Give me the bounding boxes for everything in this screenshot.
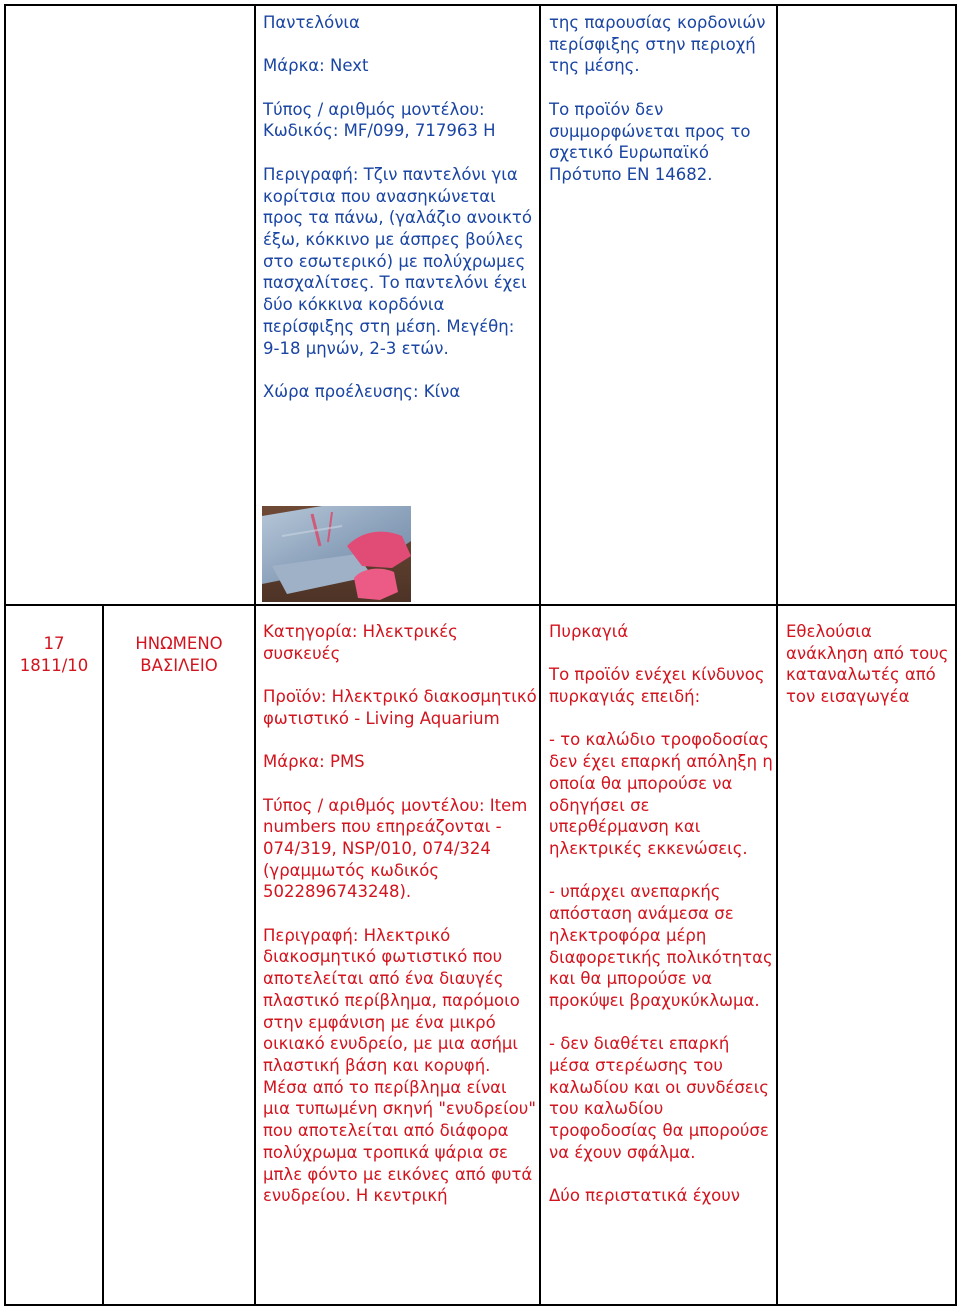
- product-photo-jeans: [262, 506, 411, 602]
- notifying-country: ΗΝΩΜΕΝΟ ΒΑΣΙΛΕΙΟ: [135, 634, 223, 675]
- column-divider: [539, 4, 541, 1306]
- risk-incidents: Δύο περιστατικά έχουν: [549, 1186, 741, 1206]
- risk-cell-upper: [549, 12, 771, 186]
- risk-point: - το καλώδιο τροφοδοσίας δεν έχει επαρκή απόληξη η οποία θα μπορούσε να οδηγήσει σε υπερθέρμανση και ηλεκτρικές εκκενώσεις.: [549, 730, 773, 858]
- measures-cell: [786, 621, 951, 708]
- risk-text-standard: Το προϊόν δεν συμμορφώνεται προς το σχετικό Ευρωπαϊκό Πρότυπο ΕΝ 14682.: [549, 99, 751, 184]
- product-cell-upper: [263, 12, 533, 403]
- jeans-image: [262, 506, 411, 602]
- column-divider: [102, 606, 104, 1306]
- product-description: Περιγραφή: Ηλεκτρικό διακοσμητικό φωτιστικό που αποτελείται από ένα διαυγές πλαστικό περίβλημα, παρόμοιο στην εμφάνιση με ένα μικρό οικιακό ενυδρείο, με μια ασήμι πλαστική βάση και κορυφή. Μέσα από το περίβλημα είναι μια τυπωμένη σκηνή "ενυδρείου" που αποτελείται από διάφορα πολύχρωμα τροπικά ψάρια σε μπλε φόντο με εικόνες από φυτά ενυδρείου. Η κεντρική: [263, 925, 536, 1206]
- alert-number-cell: [6, 633, 102, 676]
- product-brand: Μάρκα: Next: [263, 56, 369, 76]
- risk-cell-lower: [549, 621, 773, 1207]
- product-name: Προϊόν: Ηλεκτρικό διακοσμητικό φωτιστικό - Living Aquarium: [263, 687, 537, 728]
- alert-number: 17: [43, 634, 65, 653]
- product-brand: Μάρκα: PMS: [263, 752, 365, 772]
- column-divider: [776, 4, 778, 1306]
- table-border-right: [955, 4, 957, 1306]
- alert-reference: 1811/10: [19, 655, 89, 675]
- risk-type: Πυρκαγιά: [549, 622, 629, 641]
- product-description: Περιγραφή: Τζιν παντελόνι για κορίτσια που ανασηκώνεται προς τα πάνω, (γαλάζιο ανοικτό έξω, κόκκινο με άσπρες βούλες στο εσωτερικό) με πολύχρωμες πασχαλίτσες. Το παντελόνι έχει δύο κόκκινα κορδόνια περίσφιξης στη μέση. Μεγέθη: 9-18 μηνών, 2-3 ετών.: [263, 164, 532, 358]
- measures-text: Εθελούσια ανάκληση από τους καταναλωτές από τον εισαγωγέα: [786, 622, 949, 707]
- column-divider: [254, 4, 256, 1306]
- product-model: Τύπος / αριθμός μοντέλου: Item numbers που επηρεάζονται - 074/319, NSP/010, 074/324 (γραμμωτός κωδικός 5022896743248).: [263, 795, 528, 902]
- risk-text-drawstrings: της παρουσίας κορδονιών περίσφιξης στην περιοχή της μέσης.: [549, 13, 766, 76]
- product-cell-lower: [263, 621, 537, 1207]
- country-cell: [112, 633, 246, 676]
- row-divider: [4, 604, 957, 606]
- product-model: Τύπος / αριθμός μοντέλου: Κωδικός: MF/099, 717963 H: [263, 99, 496, 141]
- risk-intro: Το προϊόν ενέχει κίνδυνος πυρκαγιάς επειδή:: [549, 665, 765, 707]
- product-origin: Χώρα προέλευσης: Κίνα: [263, 381, 461, 401]
- risk-point: - υπάρχει ανεπαρκής απόσταση ανάμεσα σε ηλεκτροφόρα μέρη διαφορετικής πολικότητας και θα μπορούσε να προκύψει βραχυκύκλωμα.: [549, 882, 773, 1010]
- table-border-top: [4, 4, 957, 6]
- product-category: Παντελόνια: [263, 13, 360, 32]
- table-border-bottom: [4, 1304, 957, 1306]
- product-category: Κατηγορία: Ηλεκτρικές συσκευές: [263, 622, 458, 663]
- risk-point: - δεν διαθέτει επαρκή μέσα στερέωσης του καλωδίου και οι συνδέσεις του καλωδίου τροφοδοσίας θα μπορούσε να έχουν σφάλμα.: [549, 1034, 769, 1162]
